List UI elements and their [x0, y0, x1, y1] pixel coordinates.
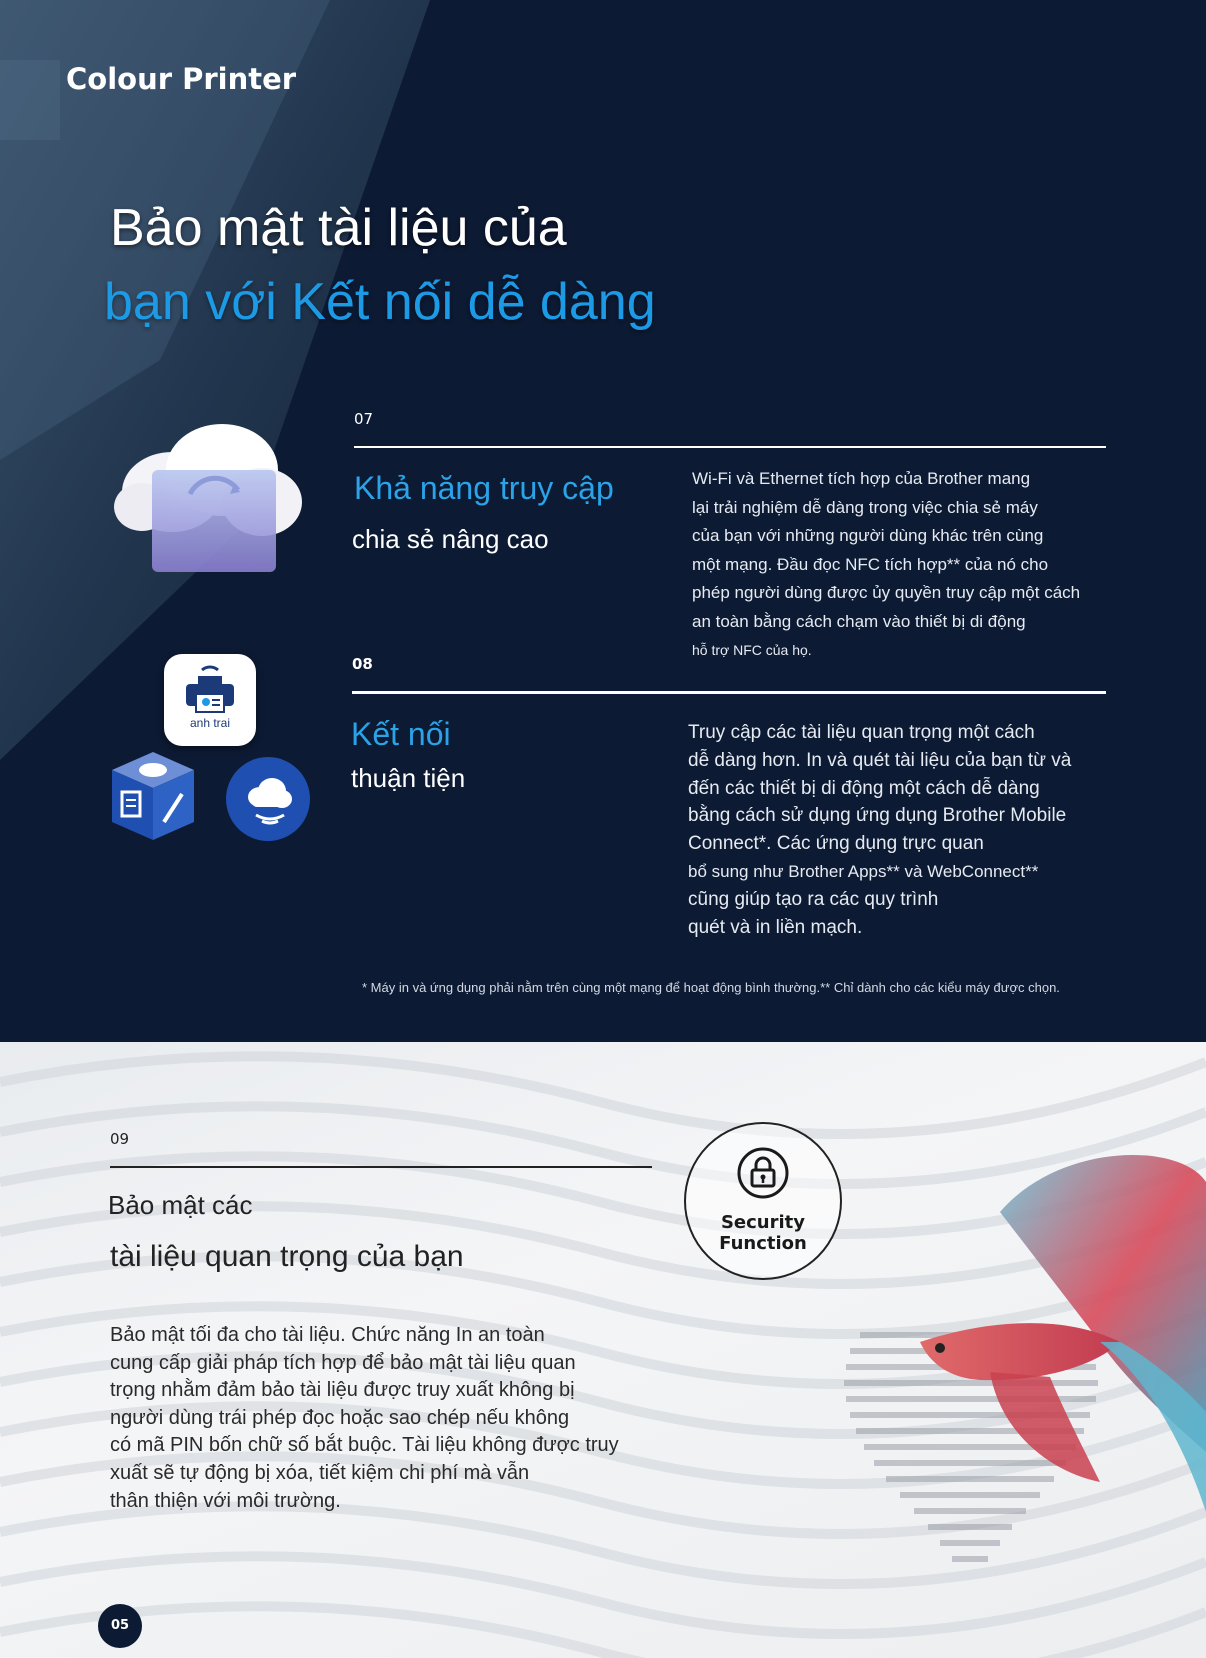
section-title-line1: Bảo mật các	[108, 1190, 253, 1220]
footnote: * Máy in và ứng dụng phải nằm trên cùng một mạng để hoạt động bình thường.** Chỉ dành cho các kiểu máy được chọn.	[362, 980, 1060, 995]
printer-icon	[180, 662, 240, 718]
body-line: của bạn với những người dùng khác trên cùng	[692, 526, 1044, 545]
body-line: quét và in liền mạch.	[688, 916, 863, 938]
badge-line: Function	[719, 1233, 807, 1254]
body-line: Connect*. Các ứng dụng trực quan	[688, 833, 984, 855]
badge-line: Security	[720, 1212, 806, 1233]
section-title-line2: tài liệu quan trọng của bạn	[110, 1240, 464, 1273]
brand-title: Colour Printer	[66, 62, 297, 96]
app-label: anh trai	[189, 716, 231, 730]
cloud-sync-icon	[112, 422, 312, 582]
feature-body	[692, 465, 1112, 665]
feature-divider	[352, 691, 1106, 694]
body-line: thân thiện với môi trường.	[110, 1489, 341, 1512]
body-line: bổ sung như Brother Apps** và WebConnect**	[688, 861, 1039, 881]
body-line: Wi-Fi và Ethernet tích hợp của Brother mang	[692, 469, 1031, 488]
lock-icon	[736, 1146, 790, 1200]
hero-title-line2: bạn với Kết nối dễ dàng	[104, 273, 656, 331]
bottom-section	[0, 1042, 1206, 1658]
page-number: 05	[98, 1604, 142, 1648]
feature-number: 08	[352, 655, 373, 673]
section-number: 09	[110, 1130, 130, 1148]
body-line: lại trải nghiệm dễ dàng trong việc chia sẻ máy	[692, 497, 1038, 517]
body-line: Bảo mật tối đa cho tài liệu. Chức năng In an toàn	[110, 1324, 545, 1346]
feature-body	[688, 719, 1108, 941]
section-divider	[110, 1166, 652, 1168]
feature-title: Khả năng truy cập	[354, 470, 614, 506]
cloud-icon	[226, 757, 310, 841]
body-line: bằng cách sử dụng ứng dụng Brother Mobile	[688, 805, 1067, 827]
body-line: Truy cập các tài liệu quan trọng một cách	[688, 722, 1035, 743]
body-line: dễ dàng hơn. In và quét tài liệu của bạn từ và	[688, 749, 1072, 771]
body-line: người dùng trái phép đọc hoặc sao chép nếu không	[110, 1406, 570, 1429]
feature-divider	[354, 446, 1106, 448]
body-line: xuất sẽ tự động bị xóa, tiết kiệm chi phí mà vẫn	[110, 1461, 530, 1484]
mobile-connect-app-icon	[164, 654, 256, 746]
body-line: cung cấp giải pháp tích hợp để bảo mật tài liệu quan	[110, 1351, 576, 1374]
body-line: cũng giúp tạo ra các quy trình	[688, 888, 939, 910]
body-line: trọng nhằm đảm bảo tài liệu được truy xuất không bị	[110, 1379, 575, 1402]
feature-subtitle: thuận tiện	[351, 763, 466, 793]
body-line: an toàn bằng cách chạm vào thiết bị di động	[692, 611, 1026, 631]
hero-title-line1: Bảo mật tài liệu của	[110, 199, 567, 257]
body-line: hỗ trợ NFC của họ.	[692, 642, 812, 658]
betta-fish-illustration	[800, 1152, 1206, 1632]
body-line: phép người dùng được ủy quyền truy cập một cách	[692, 583, 1081, 602]
brother-apps-cube-icon	[108, 748, 198, 844]
body-line: đến các thiết bị di động một cách dễ dàng	[688, 777, 1040, 799]
body-line: một mạng. Đầu đọc NFC tích hợp** của nó cho	[692, 554, 1049, 574]
feature-number: 07	[354, 410, 374, 428]
section-body	[110, 1322, 670, 1515]
web-connect-cloud-icon	[226, 757, 310, 841]
feature-title: Kết nối	[351, 716, 451, 752]
body-line: có mã PIN bốn chữ số bắt buộc. Tài liệu không được truy	[110, 1434, 619, 1457]
feature-subtitle: chia sẻ nâng cao	[352, 524, 549, 554]
